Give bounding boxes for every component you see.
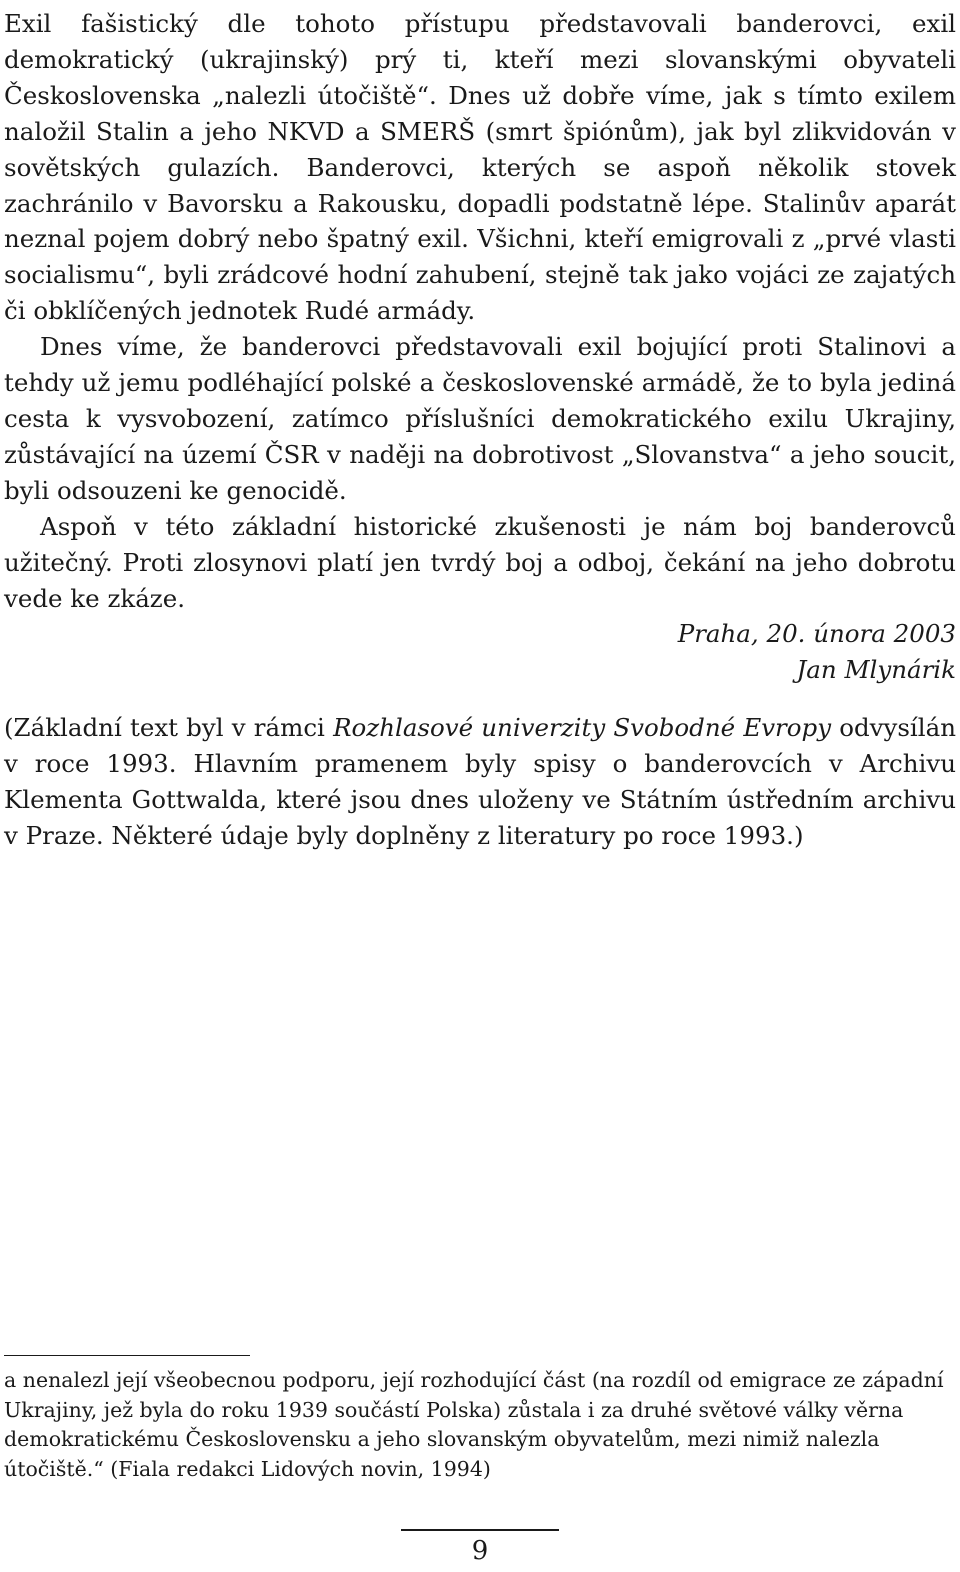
source-note-text-end: odvysílán v roce 1993. Hlavním pramenem byly spisy o banderovcích v Archivu Klementa Gottwalda, které jsou dnes uloženy ve Státním ústředním archivu v Praze. Některé údaje byly doplněny z literatury po roce 1993.) (4, 713, 956, 850)
footnote-divider (4, 1355, 250, 1356)
page-number-divider (401, 1529, 559, 1531)
paragraph-3: Aspoň v této základní historické zkušenosti je nám boj banderovců užitečný. Proti zlosynovi platí jen tvrdý boj a odboj, čekání na jeho dobrotu vede ke zkáze. (4, 511, 956, 613)
signature-place-date: Praha, 20. února 2003 (677, 619, 956, 649)
document-page (4, 0, 956, 1572)
paragraph-1: Exil fašistický dle tohoto přístupu představovali banderovci, exil demokratický (ukrajinský) prý ti, kteří mezi slovanskými obyvateli Československa „nalezli útočiště“. Dnes už dobře víme, jak s tímto exilem naložil Stalin a jeho NKVD a SMERŠ (smrt špiónům), jak byl zlikvidován v sovětských gulazích. Banderovci, kterých se aspoň několik stovek zachránilo v Bavorsku a Rakousku, dopadli podstatně lépe. Stalinův aparát neznal pojem dobrý nebo špatný exil. Všichni, kteří emigrovali z „prvé vlasti socialismu“, byli zrádcové hodní zahubení, stejně tak jako vojáci ze zajatých či obklíčených jednotek Rudé armády. (4, 9, 956, 326)
source-note (4, 710, 956, 854)
source-note-program-title: Rozhlasové univerzity Svobodné Evropy (333, 713, 832, 743)
article-body (4, 6, 956, 854)
footnote: a nenalezl její všeobecnou podporu, její rozhodující část (na rozdíl od emigrace ze západní Ukrajiny, jež byla do roku 1939 součástí Polska) zůstala i za druhé světové války věrna demokratickému Československu a jeho slovanským obyvatelům, mezi nimiž nalezla útočiště.“ (Fiala redakci Lidových novin, 1994) (4, 1368, 944, 1481)
source-note-text-start: (Základní text byl v rámci (4, 713, 334, 743)
signature-author: Jan Mlynárik (796, 655, 956, 685)
paragraph-2: Dnes víme, že banderovci představovali exil bojující proti Stalinovi a tehdy už jemu podléhající polské a československé armádě, že to byla jediná cesta k vysvobození, zatímco příslušníci demokratického exilu Ukrajiny, zůstávající na území ČSR v naději na dobrotivost „Slovanstva“ a jeho soucit, byli odsouzeni ke genocidě. (4, 332, 956, 505)
page-number: 9 (471, 1536, 489, 1566)
